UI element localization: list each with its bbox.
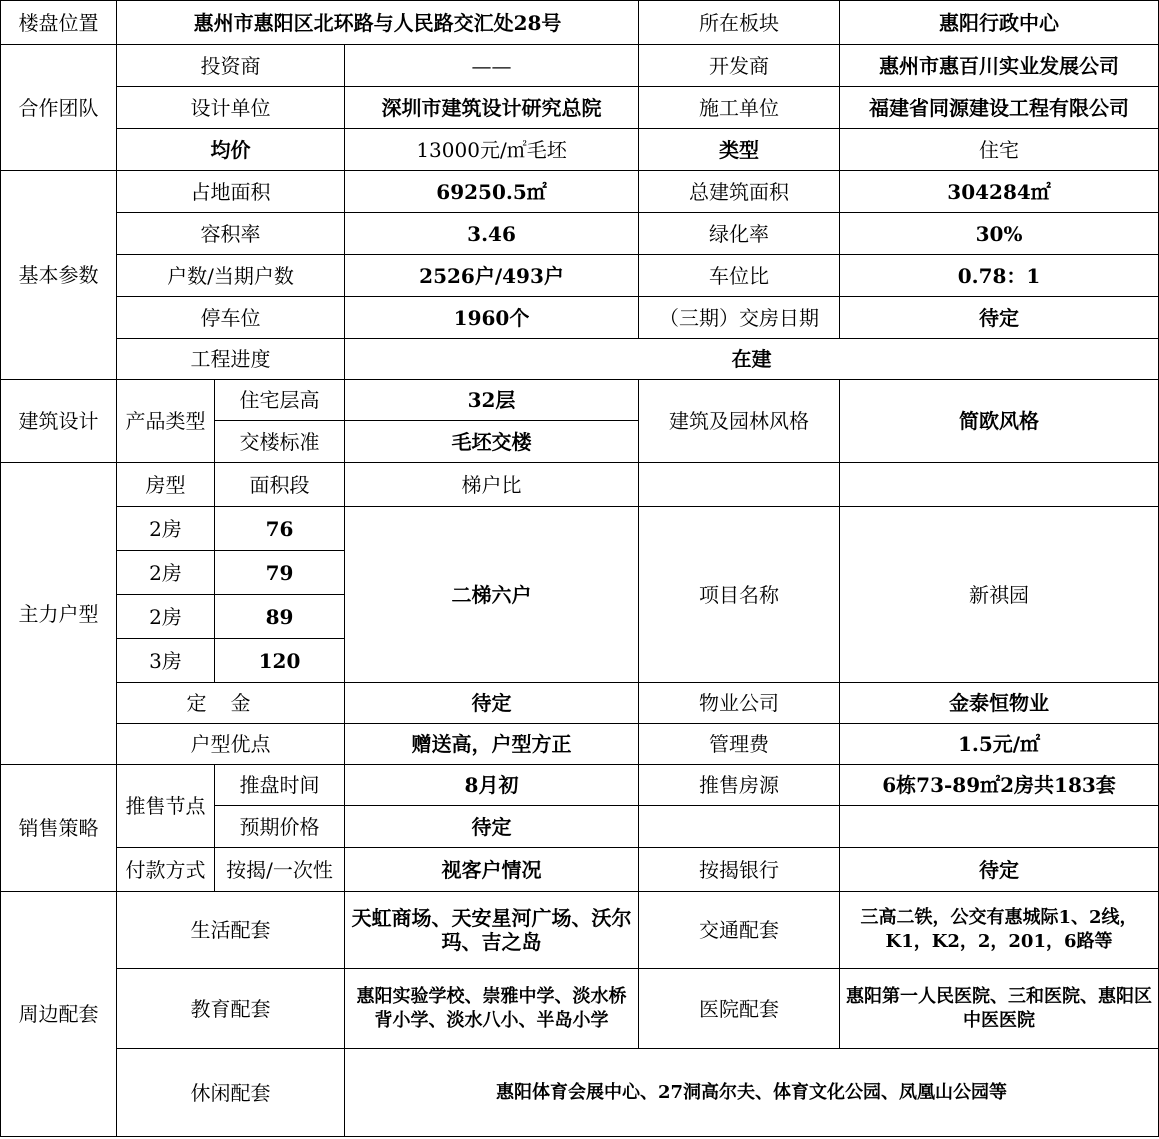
sales-label: 销售策略 bbox=[1, 765, 117, 892]
type-value: 住宅 bbox=[840, 129, 1159, 171]
far-value: 3.46 bbox=[345, 213, 639, 255]
team-label: 合作团队 bbox=[1, 45, 117, 171]
land-area-value: 69250.5㎡ bbox=[345, 171, 639, 213]
parking-value: 1960个 bbox=[345, 297, 639, 339]
sale-source-value: 6栋73-89㎡2房共183套 bbox=[840, 765, 1159, 806]
elevator-header: 梯户比 bbox=[345, 463, 639, 507]
unit-room: 2房 bbox=[117, 595, 215, 639]
households-value: 2526户/493户 bbox=[345, 255, 639, 297]
green-label: 绿化率 bbox=[639, 213, 840, 255]
far-label: 容积率 bbox=[117, 213, 345, 255]
price-value: 13000元/㎡毛坯 bbox=[345, 129, 639, 171]
unit-room: 2房 bbox=[117, 507, 215, 551]
empty-cell bbox=[639, 806, 840, 848]
developer-label: 开发商 bbox=[639, 45, 840, 87]
investor-value: —— bbox=[345, 45, 639, 87]
leisure-value: 惠阳体育会展中心、27洞高尔夫、体育文化公园、凤凰山公园等 bbox=[345, 1049, 1159, 1137]
total-area-label: 总建筑面积 bbox=[639, 171, 840, 213]
bank-value: 待定 bbox=[840, 848, 1159, 892]
project-label: 项目名称 bbox=[639, 507, 840, 683]
empty-cell bbox=[840, 806, 1159, 848]
life-label: 生活配套 bbox=[117, 892, 345, 969]
progress-value: 在建 bbox=[345, 339, 1159, 380]
sales-node-label: 推售节点 bbox=[117, 765, 215, 848]
progress-label: 工程进度 bbox=[117, 339, 345, 380]
project-value: 新祺园 bbox=[840, 507, 1159, 683]
location-label: 楼盘位置 bbox=[1, 1, 117, 45]
delivery-label: （三期）交房日期 bbox=[639, 297, 840, 339]
deposit-value: 待定 bbox=[345, 683, 639, 724]
unit-room: 2房 bbox=[117, 551, 215, 595]
elevator-value: 二梯六户 bbox=[345, 507, 639, 683]
unit-area: 89 bbox=[215, 595, 345, 639]
traffic-value: 三高二铁，公交有惠城际1、2线，K1，K2，2，201，6路等 bbox=[840, 892, 1159, 969]
traffic-label: 交通配套 bbox=[639, 892, 840, 969]
developer-value: 惠州市惠百川实业发展公司 bbox=[840, 45, 1159, 87]
floors-label: 住宅层高 bbox=[215, 380, 345, 421]
block-label: 所在板块 bbox=[639, 1, 840, 45]
hospital-label: 医院配套 bbox=[639, 969, 840, 1049]
property-label: 物业公司 bbox=[639, 683, 840, 724]
investor-label: 投资商 bbox=[117, 45, 345, 87]
bank-label: 按揭银行 bbox=[639, 848, 840, 892]
fee-label: 管理费 bbox=[639, 724, 840, 765]
type-label: 类型 bbox=[639, 129, 840, 171]
advantage-value: 赠送高，户型方正 bbox=[345, 724, 639, 765]
edu-label: 教育配套 bbox=[117, 969, 345, 1049]
launch-time-label: 推盘时间 bbox=[215, 765, 345, 806]
launch-time-value: 8月初 bbox=[345, 765, 639, 806]
style-value: 简欧风格 bbox=[840, 380, 1159, 463]
room-header: 房型 bbox=[117, 463, 215, 507]
location-value: 惠州市惠阳区北环路与人民路交汇处28号 bbox=[117, 1, 639, 45]
leisure-label: 休闲配套 bbox=[117, 1049, 345, 1137]
builder-label: 施工单位 bbox=[639, 87, 840, 129]
basic-label: 基本参数 bbox=[1, 171, 117, 380]
payment-value: 视客户情况 bbox=[345, 848, 639, 892]
advantage-label: 户型优点 bbox=[117, 724, 345, 765]
block-value: 惠阳行政中心 bbox=[840, 1, 1159, 45]
expected-price-value: 待定 bbox=[345, 806, 639, 848]
sale-source-label: 推售房源 bbox=[639, 765, 840, 806]
price-label: 均价 bbox=[117, 129, 345, 171]
unit-area: 76 bbox=[215, 507, 345, 551]
designer-value: 深圳市建筑设计研究总院 bbox=[345, 87, 639, 129]
deposit-label-text: 定金 bbox=[186, 691, 275, 715]
fee-value: 1.5元/㎡ bbox=[840, 724, 1159, 765]
delivery-value: 待定 bbox=[840, 297, 1159, 339]
surrounding-label: 周边配套 bbox=[1, 892, 117, 1137]
standard-value: 毛坯交楼 bbox=[345, 421, 639, 463]
parking-ratio-label: 车位比 bbox=[639, 255, 840, 297]
green-value: 30% bbox=[840, 213, 1159, 255]
style-label: 建筑及园林风格 bbox=[639, 380, 840, 463]
edu-value: 惠阳实验学校、崇雅中学、淡水桥背小学、淡水八小、半岛小学 bbox=[345, 969, 639, 1049]
empty-cell bbox=[639, 463, 840, 507]
parking-label: 停车位 bbox=[117, 297, 345, 339]
life-value: 天虹商场、天安星河广场、沃尔玛、吉之岛 bbox=[345, 892, 639, 969]
product-type-label: 产品类型 bbox=[117, 380, 215, 463]
unit-room: 3房 bbox=[117, 639, 215, 683]
parking-ratio-value: 0.78：1 bbox=[840, 255, 1159, 297]
deposit-label bbox=[117, 683, 345, 724]
land-area-label: 占地面积 bbox=[117, 171, 345, 213]
unit-area: 120 bbox=[215, 639, 345, 683]
unit-area: 79 bbox=[215, 551, 345, 595]
floors-value: 32层 bbox=[345, 380, 639, 421]
arch-label: 建筑设计 bbox=[1, 380, 117, 463]
payment-type: 按揭/一次性 bbox=[215, 848, 345, 892]
empty-cell bbox=[840, 463, 1159, 507]
standard-label: 交楼标准 bbox=[215, 421, 345, 463]
units-label: 主力户型 bbox=[1, 463, 117, 765]
households-label: 户数/当期户数 bbox=[117, 255, 345, 297]
hospital-value: 惠阳第一人民医院、三和医院、惠阳区中医医院 bbox=[840, 969, 1159, 1049]
property-value: 金泰恒物业 bbox=[840, 683, 1159, 724]
builder-value: 福建省同源建设工程有限公司 bbox=[840, 87, 1159, 129]
payment-label: 付款方式 bbox=[117, 848, 215, 892]
total-area-value: 304284㎡ bbox=[840, 171, 1159, 213]
area-header: 面积段 bbox=[215, 463, 345, 507]
designer-label: 设计单位 bbox=[117, 87, 345, 129]
expected-price-label: 预期价格 bbox=[215, 806, 345, 848]
